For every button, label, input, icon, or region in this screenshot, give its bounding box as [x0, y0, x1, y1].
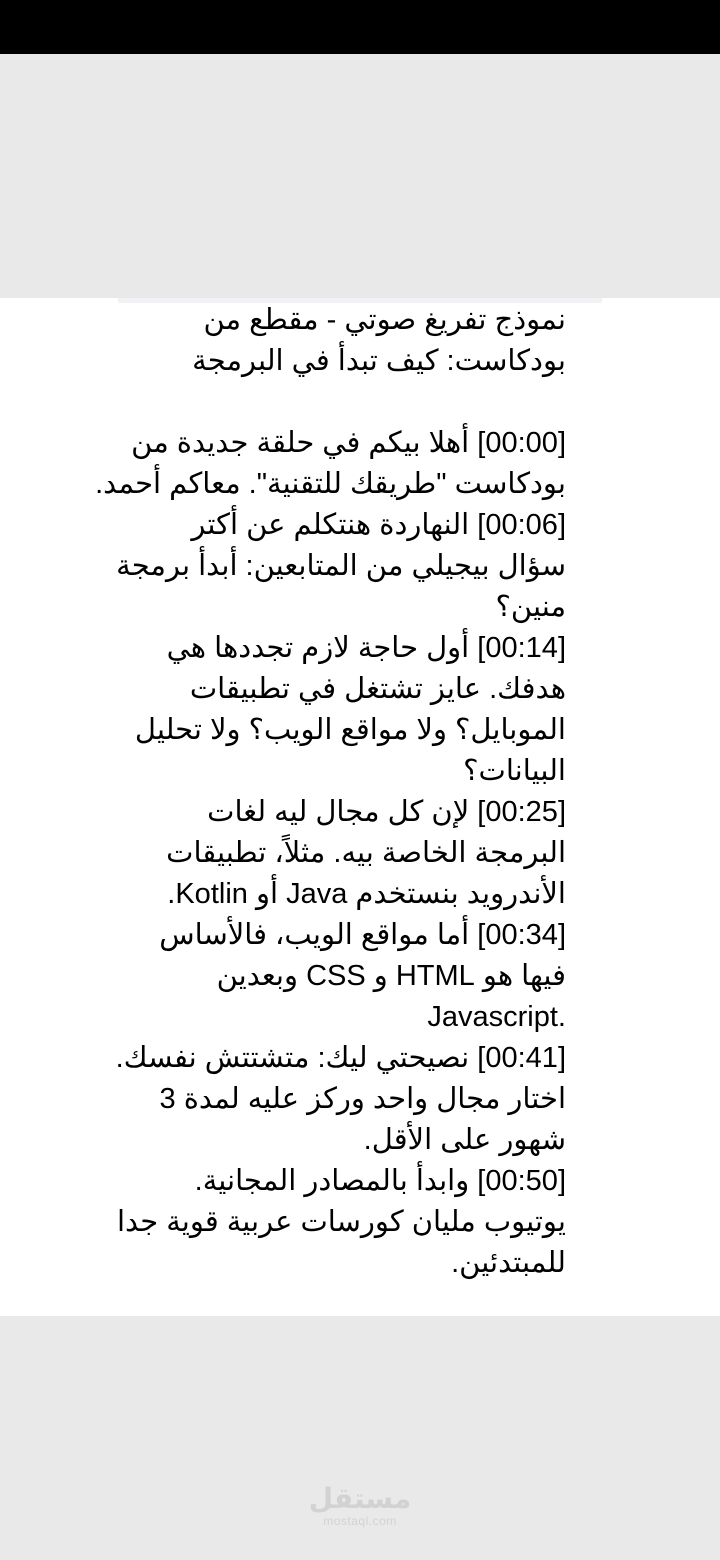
transcript-line: فيها هو HTML و CSS وبعدين — [216, 960, 566, 992]
transcript-line: هدفك. عايز تشتغل في تطبيقات — [189, 673, 566, 705]
transcript-line: منين؟ — [495, 591, 566, 623]
transcript-line: شهور على الأقل. — [363, 1124, 566, 1156]
document-title-line-1: نموذج تفريغ صوتي - مقطع من — [203, 304, 566, 336]
transcript-line: يوتيوب مليان كورسات عربية قوية جدا — [116, 1206, 566, 1238]
top-viewer-margin — [0, 54, 720, 298]
transcript-line: البرمجة الخاصة بيه. مثلاً، تطبيقات — [166, 837, 566, 869]
document-title-line-2: بودكاست: كيف تبدأ في البرمجة — [192, 345, 566, 377]
document-page — [0, 298, 720, 1316]
transcript-line: الموبايل؟ ولا مواقع الويب؟ ولا تحليل — [134, 714, 566, 746]
blank-line — [156, 382, 566, 423]
status-bar — [0, 0, 720, 54]
transcript-line: [00:06] النهاردة هنتكلم عن أكتر — [191, 509, 566, 541]
transcript-text — [95, 300, 566, 1284]
watermark-logo: مستقل — [308, 1482, 412, 1515]
transcript-line: [00:34] أما مواقع الويب، فالأساس — [159, 919, 566, 951]
transcript-line: [00:14] أول حاجة لازم تجددها هي — [166, 632, 566, 664]
transcript-line: [00:25] لإن كل مجال ليه لغات — [207, 796, 566, 828]
transcript-line: للمبتدئين. — [451, 1247, 566, 1279]
transcript-line: Javascript. — [427, 1001, 566, 1033]
transcript-line: الأندرويد بنستخدم Java أو Kotlin. — [167, 878, 566, 910]
transcript-line: بودكاست "طريقك للتقنية". معاكم أحمد. — [95, 468, 566, 500]
transcript-line: [00:00] أهلا بيكم في حلقة جديدة من — [131, 427, 566, 459]
transcript-line: سؤال بيجيلي من المتابعين: أبدأ برمجة — [116, 550, 566, 582]
transcript-line: اختار مجال واحد وركز عليه لمدة 3 — [159, 1083, 566, 1115]
mostaql-watermark — [300, 1484, 420, 1528]
transcript-line: البيانات؟ — [463, 755, 566, 787]
transcript-line: [00:41] نصيحتي ليك: متشتتش نفسك. — [115, 1042, 566, 1074]
watermark-domain: mostaql.com — [323, 1514, 397, 1528]
transcript-line: [00:50] وابدأ بالمصادر المجانية. — [194, 1165, 566, 1197]
